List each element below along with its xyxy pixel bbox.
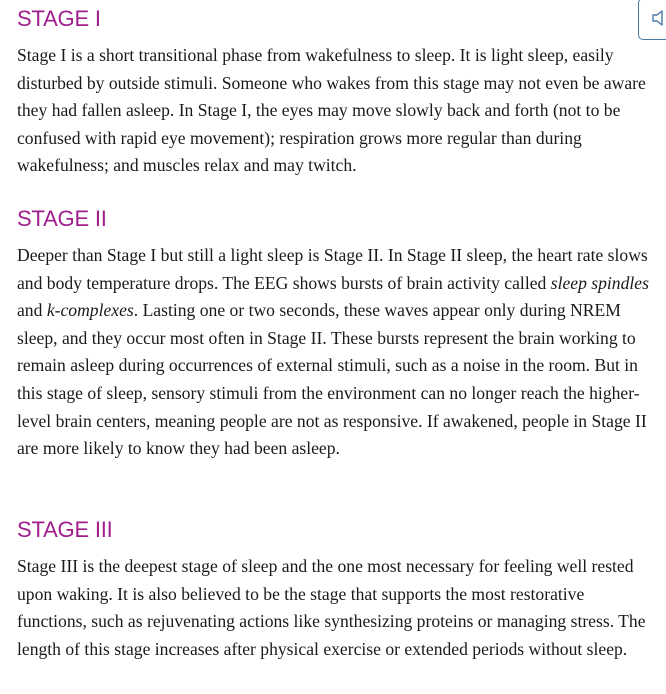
audio-button[interactable] <box>638 0 666 40</box>
paragraph-text: Stage III is the deepest stage of sleep and the one most necessary for feeling well rested upon waking. It is also believed to be the stage that supports the most restorative functions, such as rejuvenating actions like synthesizing proteins or managing stress. The length of this stage increases after physical exercise or extended periods without sleep. <box>17 556 646 659</box>
section-heading: STAGE III <box>17 517 113 542</box>
section-stage-3 <box>17 513 649 663</box>
term-sleep-spindles: sleep spindles <box>550 272 649 293</box>
section-paragraph <box>17 553 649 663</box>
section-stage-2 <box>17 202 649 463</box>
section-heading: STAGE II <box>17 206 107 231</box>
paragraph-text: . Lasting one or two seconds, these waves appear only during NREM sleep, and they occur most often in Stage II. These bursts represent the brain working to remain asleep during occurrences of external stimuli, such as a noise in the room. But in this stage of sleep, sensory stimuli from the environment can no longer reach the higher-level brain centers, meaning people are not as responsive. If awakened, people in Stage II are more likely to know they had been asleep. <box>17 300 647 459</box>
paragraph-text: Deeper than Stage I but still a light sleep is Stage II. In Stage II sleep, the heart rate slows and body temperature drops. The EEG shows bursts of brain activity called <box>17 245 648 293</box>
paragraph-text: Stage I is a short transitional phase from wakefulness to sleep. It is light sleep, easily disturbed by outside stimuli. Someone who wakes from this stage may not even be aware they had fallen asleep. In Stage I, the eyes may move slowly back and forth (not to be confused with rapid eye movement); respiration grows more regular than during wakefulness; and muscles relax and may twitch. <box>17 45 646 176</box>
section-paragraph <box>17 42 649 180</box>
section-heading: STAGE I <box>17 6 101 31</box>
paragraph-text: and <box>17 300 47 321</box>
term-k-complexes: k-complexes <box>46 300 134 321</box>
speaker-icon <box>651 8 666 28</box>
section-paragraph <box>17 242 649 463</box>
section-stage-1 <box>17 2 649 180</box>
